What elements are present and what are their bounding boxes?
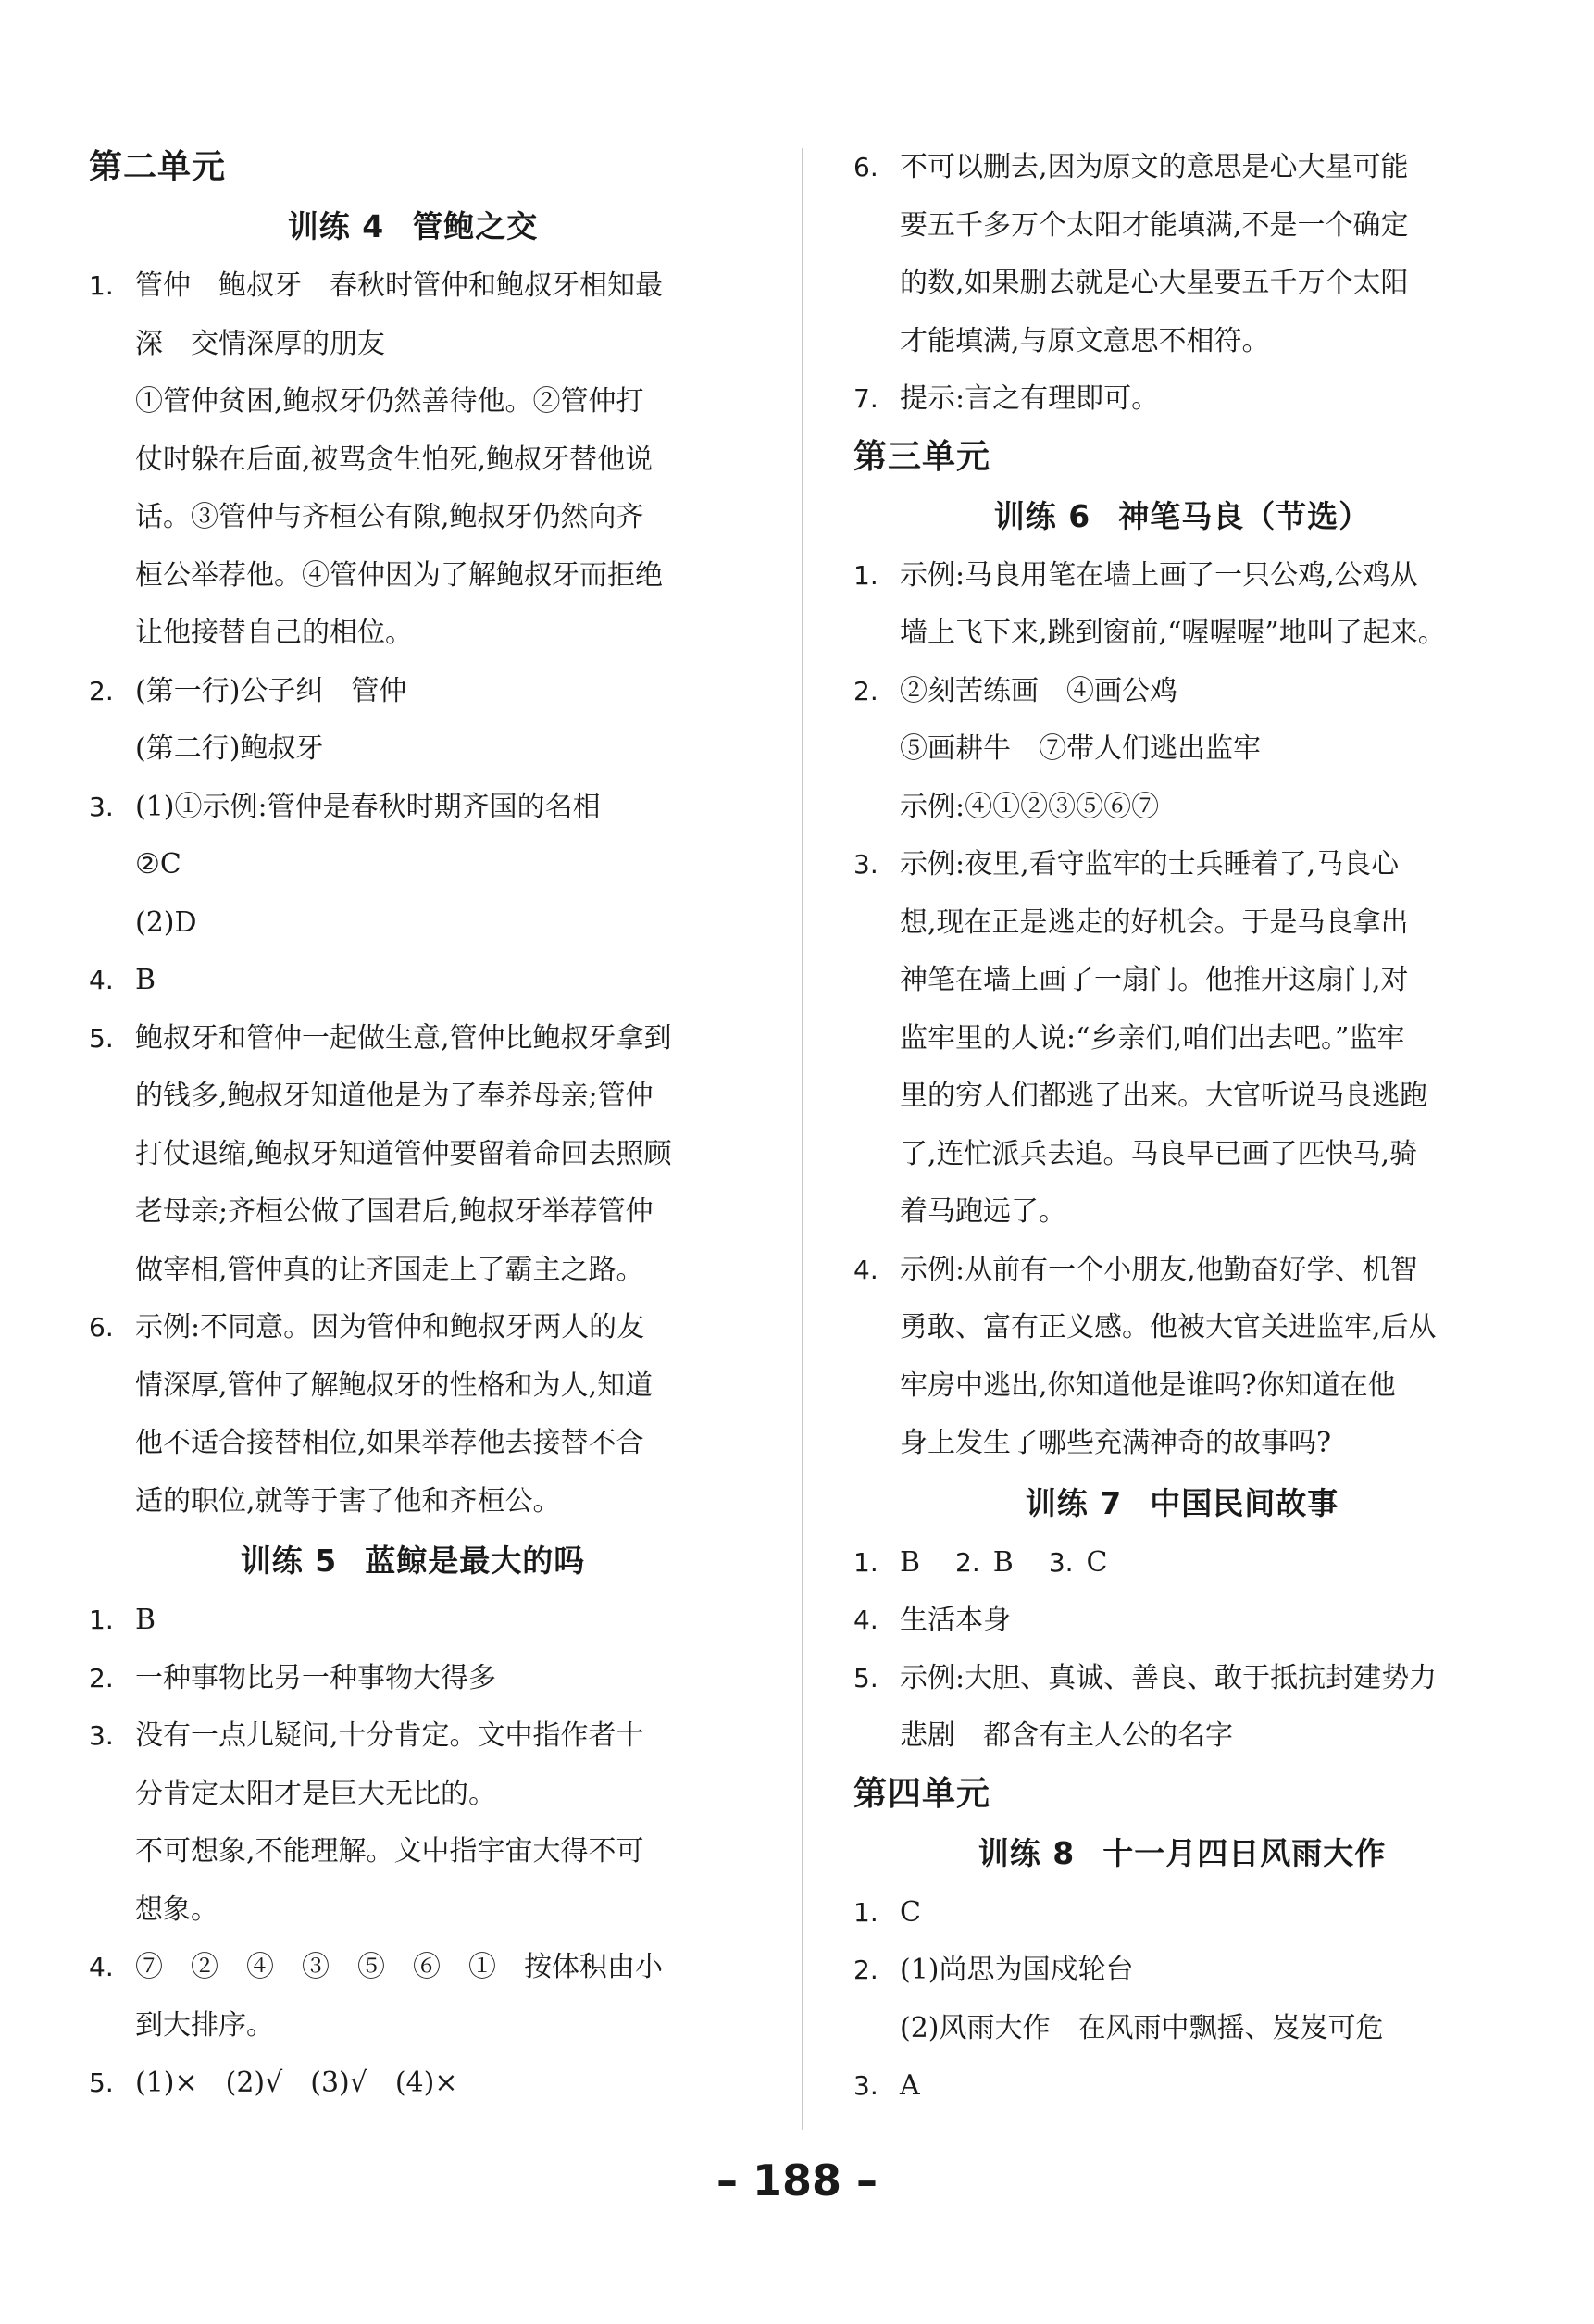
- answer-line: 管仲 鲍叔牙 春秋时管仲和鲍叔牙相知最: [135, 269, 663, 302]
- answer-line: 示例:大胆、真诚、善良、敢于抵抗封建势力: [900, 1661, 1438, 1694]
- answer-line: 悲剧 都含有主人公的名字: [900, 1719, 1233, 1752]
- item-number: 2.: [853, 1955, 878, 1985]
- answer-line: 示例:不同意。因为管仲和鲍叔牙两人的友: [135, 1311, 645, 1343]
- section-heading: [89, 1531, 737, 1592]
- item-number: 5.: [89, 2068, 114, 2098]
- section-number: 训练 4: [287, 208, 385, 244]
- answer-line: 神笔在墙上画了一扇门。他推开这扇门,对: [900, 964, 1409, 996]
- answer-line: 才能填满,与原文意思不相符。: [900, 324, 1270, 357]
- answer-line: 分肯定太阳才是巨大无比的。: [135, 1777, 496, 1810]
- answer-line: 适的职位,就等于害了他和齐桓公。: [135, 1484, 561, 1518]
- answer-line: (第二行)鲍叔牙: [135, 732, 324, 765]
- item-number: 3.: [853, 849, 878, 880]
- section-title: 蓝鲸是最大的吗: [365, 1543, 586, 1579]
- left-column: [89, 139, 737, 2113]
- answer-line: 不可以删去,因为原文的意思是心大星可能: [900, 151, 1409, 183]
- answer-line: 牢房中逃出,你知道他是谁吗?你知道在他: [900, 1368, 1396, 1402]
- item-number: 4.: [89, 965, 114, 995]
- answer-line: 示例:从前有一个小朋友,他勤奋好学、机智: [900, 1253, 1418, 1286]
- answer-line: B: [135, 964, 156, 996]
- answer-item: [853, 1650, 1511, 1766]
- answer-line: (2)风雨大作 在风雨中飘摇、岌岌可危: [900, 2011, 1384, 2044]
- answer-item: [89, 1707, 737, 1939]
- column-divider: [802, 148, 803, 2130]
- item-number: 4.: [853, 1254, 878, 1285]
- answer-item: [853, 139, 1511, 370]
- answer-line: 老母亲;齐桓公做了国君后,鲍叔牙举荐管仲: [135, 1195, 654, 1228]
- item-number: 1.: [853, 559, 878, 591]
- answer-line: ②C: [135, 848, 181, 881]
- item-number: 3.: [89, 1720, 114, 1751]
- answer-item: [853, 1242, 1511, 1473]
- answer-line: 监牢里的人说:“乡亲们,咱们出去吧。”监牢: [900, 1021, 1405, 1055]
- answer-line: ⑦ ② ④ ③ ⑤ ⑥ ① 按体积由小: [135, 1951, 663, 1983]
- answer-line: 墙上飞下来,跳到窗前,“喔喔喔”地叫了起来。: [900, 617, 1446, 649]
- section-heading: [853, 486, 1511, 547]
- answer-line: 了,连忙派兵去追。马良早已画了匹快马,骑: [900, 1137, 1418, 1170]
- section-number: 训练 5: [240, 1543, 338, 1579]
- answer-line: 的钱多,鲍叔牙知道他是为了奉养母亲;管仲: [135, 1080, 654, 1112]
- answer-item: [89, 1592, 737, 1650]
- answer-item: [853, 1592, 1511, 1650]
- section-heading: [853, 1473, 1511, 1534]
- item-number: 1.: [89, 270, 114, 301]
- answer-line: 示例:马良用笔在墙上画了一只公鸡,公鸡从: [900, 558, 1418, 592]
- answer-line: 他不适合接替相位,如果举荐他去接替不合: [135, 1427, 644, 1459]
- answer-line: 让他接替自己的相位。: [135, 617, 413, 649]
- item-number: 2.: [89, 675, 114, 706]
- answer-item: [853, 2057, 1511, 2116]
- item-number: 1.: [853, 1546, 878, 1578]
- answer-line: 不可想象,不能理解。文中指宇宙大得不可: [135, 1835, 644, 1868]
- answer-line: 情深厚,管仲了解鲍叔牙的性格和为人,知道: [135, 1368, 654, 1402]
- answer-line: 鲍叔牙和管仲一起做生意,管仲比鲍叔牙拿到: [135, 1021, 672, 1055]
- section-heading: [853, 1823, 1511, 1884]
- section-number: 训练 8: [978, 1834, 1076, 1871]
- answer-line: ⑤画耕牛 ⑦带人们逃出监牢: [900, 732, 1261, 765]
- answer-line: 仗时躲在后面,被骂贪生怕死,鲍叔牙替他说: [135, 443, 654, 476]
- answer-item: [89, 1939, 737, 2055]
- answer-item: [853, 1884, 1511, 1943]
- answer-item: [853, 370, 1511, 429]
- item-number: 6.: [853, 152, 878, 182]
- answer-line: (1)× (2)√ (3)√ (4)×: [135, 2067, 458, 2099]
- answer-item-multiple-choice: [853, 1534, 1511, 1593]
- answer-line: 示例:夜里,看守监牢的士兵睡着了,马良心: [900, 848, 1400, 881]
- answer-line: 要五千多万个太阳才能填满,不是一个确定: [900, 208, 1409, 242]
- answer-item: [853, 547, 1511, 663]
- item-number: 1.: [89, 1605, 114, 1635]
- answer-line: 勇敢、富有正义感。他被大官关进监牢,后从: [900, 1311, 1437, 1343]
- section-number: 训练 7: [1025, 1484, 1123, 1521]
- unit-heading: 第三单元: [853, 437, 991, 476]
- section-title: 十一月四日风雨大作: [1102, 1834, 1387, 1871]
- answer-line: ②刻苦练画 ④画公鸡: [900, 674, 1177, 707]
- answer-line: (1)尚思为国戍轮台: [900, 1954, 1134, 1986]
- answer-line: C: [900, 1895, 921, 1929]
- answer-value: B: [900, 1545, 921, 1579]
- answer-line: 没有一点儿疑问,十分肯定。文中指作者十: [135, 1719, 644, 1752]
- answer-line: 深 交情深厚的朋友: [135, 327, 385, 360]
- answer-line: 一种事物比另一种事物大得多: [135, 1661, 496, 1694]
- answer-value: C: [1086, 1545, 1108, 1579]
- answer-item: [89, 2055, 737, 2113]
- section-heading: [89, 196, 737, 257]
- answer-line: 的数,如果删去就是心大星要五千万个太阳: [900, 267, 1409, 299]
- answer-item: [853, 836, 1511, 1242]
- section-title: 管鲍之交: [412, 208, 539, 244]
- item-number: 1.: [853, 1896, 878, 1928]
- answer-line: B: [135, 1604, 156, 1636]
- item-number: 4.: [853, 1605, 878, 1635]
- answer-line: 身上发生了哪些充满神奇的故事吗?: [900, 1427, 1332, 1459]
- answer-item: [853, 1942, 1511, 2057]
- section-number: 训练 6: [993, 497, 1091, 534]
- item-number: 4.: [89, 1952, 114, 1982]
- item-number: 5.: [89, 1022, 114, 1054]
- answer-item: [853, 663, 1511, 837]
- item-number: 7.: [853, 383, 878, 414]
- answer-line: A: [900, 2069, 920, 2102]
- item-number: 6.: [89, 1312, 114, 1343]
- answer-line: (2)D: [135, 906, 197, 939]
- item-number: 3.: [89, 791, 114, 822]
- item-number: 2.: [853, 675, 878, 706]
- item-number: 2.: [89, 1662, 114, 1693]
- item-number: 5.: [853, 1662, 878, 1693]
- answer-line: 打仗退缩,鲍叔牙知道管仲要留着命回去照顾: [135, 1137, 672, 1170]
- item-number: 2.: [955, 1546, 980, 1578]
- answer-item: [89, 1299, 737, 1531]
- answer-line: 着马跑远了。: [900, 1195, 1066, 1228]
- answer-line: (第一行)公子纠 管仲: [135, 674, 407, 707]
- answer-line: ①管仲贫困,鲍叔牙仍然善待他。②管仲打: [135, 385, 644, 418]
- answer-item: [89, 952, 737, 1010]
- unit-heading: 第二单元: [89, 148, 227, 186]
- answer-line: 桓公举荐他。④管仲因为了解鲍叔牙而拒绝: [135, 558, 663, 592]
- answer-line: 生活本身: [900, 1604, 1011, 1636]
- right-column: [853, 139, 1511, 2116]
- answer-line: (1)①示例:管仲是春秋时期齐国的名相: [135, 790, 601, 823]
- answer-line: 想象。: [135, 1893, 218, 1926]
- answer-value: B: [992, 1545, 1014, 1579]
- answer-item: [89, 257, 737, 663]
- unit-heading: 第四单元: [853, 1774, 991, 1813]
- answer-item: [89, 1650, 737, 1708]
- answer-line: 提示:言之有理即可。: [900, 382, 1160, 415]
- answer-item: [89, 663, 737, 779]
- section-title: 神笔马良（节选）: [1118, 497, 1371, 534]
- item-number: 3.: [853, 2070, 878, 2101]
- answer-line: 话。③管仲与齐桓公有隙,鲍叔牙仍然向齐: [135, 501, 644, 533]
- answer-line: 里的穷人们都逃了出来。大官听说马良逃跑: [900, 1080, 1427, 1112]
- answer-line: 想,现在正是逃走的好机会。于是马良拿出: [900, 906, 1409, 939]
- answer-item: [89, 779, 737, 953]
- answer-line: 做宰相,管仲真的让齐国走上了霸主之路。: [135, 1253, 644, 1286]
- answer-line: 到大排序。: [135, 2008, 274, 2042]
- answer-line: 示例:④①②③⑤⑥⑦: [900, 790, 1160, 823]
- item-number: 3.: [1048, 1546, 1074, 1578]
- section-title: 中国民间故事: [1150, 1484, 1339, 1521]
- answer-item: [89, 1010, 737, 1300]
- page-number: – 188 –: [716, 2155, 878, 2205]
